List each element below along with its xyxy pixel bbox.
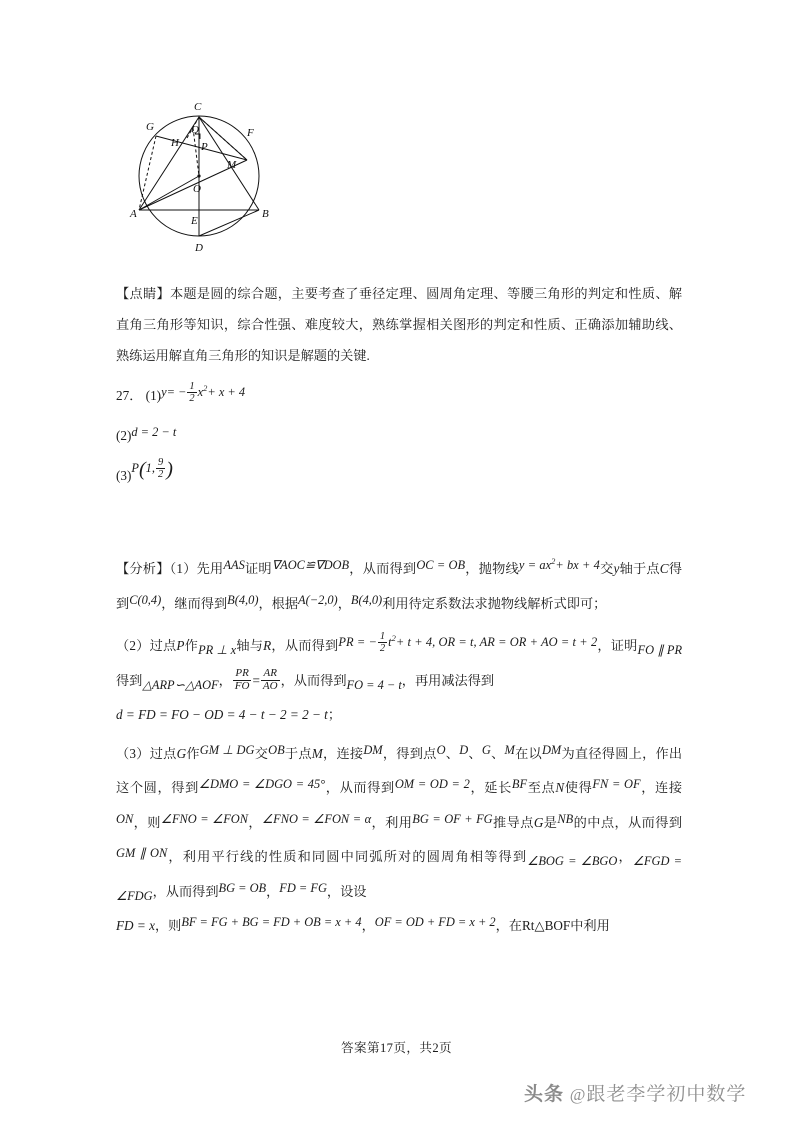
label-H: H [171, 137, 179, 149]
p2-ratio-num2: AR [263, 667, 277, 680]
p3-m17: ∠FNO = ∠FON [160, 811, 249, 826]
p2-s7: ， [218, 672, 232, 688]
p2-s6: 得到 [116, 672, 143, 688]
p3-s20: 推导点 [492, 814, 534, 830]
center-point-O [197, 174, 200, 177]
p3-m4: M [311, 745, 323, 761]
answer-27-part2 [116, 416, 682, 456]
watermark-at: @ [569, 1085, 587, 1104]
p3-s26: ， [266, 883, 280, 899]
p3-m26: FD = FG [279, 880, 327, 895]
p1-m8: B(4,0) [227, 592, 259, 607]
p3-s4: 于点 [284, 745, 312, 761]
part1-rel: = − [166, 385, 187, 400]
part3-label: (3) [116, 468, 132, 484]
p3-s11: 为直径得圆上，作出这个圆，得到 [116, 745, 683, 796]
p3-m10: DM [541, 742, 562, 757]
part3-x: 1, [145, 461, 155, 476]
p2-frac-num: 1 [379, 630, 386, 642]
p2-s9: ，再用减法得到 [401, 672, 495, 688]
p1-m10: B(4,0) [350, 592, 383, 607]
p3-m30: Rt△BOF [521, 918, 571, 934]
answer-27-section [116, 372, 682, 498]
p3-s17: ，则 [133, 814, 161, 830]
p3-m2: GM ⊥ DG [199, 742, 255, 757]
p3-label: （3） [116, 745, 150, 761]
label-M: M [227, 159, 237, 171]
part1-frac-den: 2 [189, 392, 195, 404]
p1-m4b: 2 [551, 556, 556, 566]
part1-fraction [187, 381, 196, 404]
p1-m3: OC = OB [416, 558, 466, 573]
p3-s13: ，延长 [469, 780, 512, 796]
p3-s24: ， [617, 849, 633, 865]
p2-m4b-exp: 2 [391, 633, 396, 644]
segment-AO [139, 176, 199, 210]
p3-m11: ∠DMO = ∠DGO = 45° [198, 777, 326, 792]
p2-m3: R [263, 638, 272, 654]
p2-s8: ，从而得到 [280, 672, 347, 688]
part1-lhs: y [161, 385, 167, 400]
p1-s5: 交 [599, 561, 614, 577]
p3-s5: ，连接 [322, 745, 364, 761]
part1-frac-num: 1 [189, 380, 195, 392]
answer-27-part1 [116, 372, 682, 416]
p1-s4: ，抛物线 [465, 561, 519, 577]
p3-m3: OB [268, 742, 285, 757]
p1-s3: ，从而得到 [349, 561, 417, 577]
p3-s30: ，在 [495, 918, 522, 934]
tips-section [116, 278, 682, 371]
p3-s2: 作 [186, 745, 200, 761]
p1-s2: 证明 [244, 561, 272, 577]
label-G: G [146, 121, 154, 133]
part1-label: (1) [145, 388, 162, 404]
p2-m6: △ARP∽△AOF [142, 677, 219, 692]
p3-m24: ∠FGD = ∠FDG [116, 854, 683, 903]
p1-s10: ， [337, 595, 351, 611]
label-Q: Q [191, 124, 199, 136]
label-C: C [194, 101, 202, 113]
p2-s1: 过点 [149, 638, 177, 654]
part3-frac-num: 9 [157, 456, 164, 468]
part1-rhs: + x + 4 [207, 385, 246, 400]
p3-m9: M [504, 742, 515, 757]
p2-ratio-left [233, 668, 252, 692]
part3-point: P [131, 461, 139, 476]
p2-label: （2） [116, 638, 150, 654]
part2-value: d = 2 − t [131, 425, 177, 440]
p3-m23: ∠BOG = ∠BGO [527, 854, 618, 869]
part2-label: (2) [116, 428, 132, 444]
answer-27-part3 [116, 456, 682, 498]
p3-s22: 的中点，从而得到 [573, 814, 683, 830]
tips-tag: 【点睛】 [116, 286, 170, 301]
p1-s7: 得到 [116, 561, 682, 611]
p3-s1: 过点 [149, 745, 177, 761]
p3-m28: BF = FG + BG = FD + OB = x + 4 [181, 915, 362, 930]
label-O: O [193, 183, 201, 195]
watermark-handle: 跟老李学初中数学 [586, 1084, 747, 1105]
p3-m27: FD = x [116, 918, 155, 934]
p1-m6: C [659, 561, 669, 577]
label-B: B [262, 208, 269, 220]
p3-m8: G [481, 742, 491, 757]
p3-m21: NB [557, 811, 574, 826]
paren-open: ( [138, 458, 146, 481]
p2-ratio-right [261, 668, 280, 692]
p2-m1: P [176, 638, 185, 654]
p3-s29: ， [361, 918, 375, 934]
p1-m4a: y = ax [518, 558, 552, 573]
part3-frac-den: 2 [157, 468, 164, 480]
p3-s25: ，从而得到 [152, 883, 219, 899]
p3-s9: 、 [490, 745, 505, 761]
circle-geometry-figure [129, 88, 281, 258]
part1-var: x [197, 385, 204, 400]
p3-s3: 交 [254, 745, 269, 761]
p3-s7: 、 [445, 745, 460, 761]
p2-s2: 作 [184, 638, 199, 654]
dashed-GA [139, 136, 156, 210]
p1-s8: ，继而得到 [161, 595, 228, 611]
p3-s15: 使得 [564, 780, 593, 796]
p2-m2: PR ⊥ x [198, 643, 237, 658]
p3-m7: D [459, 742, 469, 757]
p3-m13: BF [511, 777, 528, 792]
p3-m19: BG = OF + FG [412, 811, 493, 826]
p2-m9: d = FD = FO − OD = 4 − t − 2 = 2 − t [116, 707, 328, 723]
tips-text: 本题是圆的综合题，主要考查了垂径定理、圆周角定理、等腰三角形的判定和性质、解直角三角形等知识，综合性强、难度较大，熟练掌握相关图形的判定和性质、正确添加辅助线、熟练运用解直角三角形的知识是解题的关键. [116, 286, 683, 363]
p3-s8: 、 [468, 745, 482, 761]
p2-ratio-den2: AO [262, 679, 278, 692]
p2-s5: ，证明 [597, 638, 638, 654]
p3-s31: 中利用 [570, 918, 610, 934]
p3-s28: ，则 [154, 918, 182, 934]
page-footer: 答案第17页，共2页 [340, 1041, 453, 1055]
p3-s21: 是 [543, 814, 558, 830]
p2-ratio-eq: = [252, 672, 260, 688]
p1-s11: 利用待定系数法求抛物线解析式即可； [382, 595, 607, 611]
p3-m22: GM ∥ ON [116, 846, 168, 861]
p3-m5: DM [363, 742, 383, 757]
p1-s6: 轴于点 [619, 561, 660, 577]
part1-exponent: 2 [203, 383, 208, 393]
p3-s18: ， [248, 814, 263, 830]
p3-s12: ，从而得到 [325, 780, 395, 796]
analysis-tag: 【分析】 [116, 561, 170, 577]
p2-m4b: t [388, 635, 392, 650]
p2-m5: FO ∥ PR [637, 643, 683, 658]
p3-s27: ，设设 [326, 883, 367, 899]
label-F: F [247, 127, 254, 139]
p1-m2: ∇AOC≌∇DOB [271, 558, 350, 573]
p2-m4a: PR = − [338, 635, 377, 650]
p2-fraction [378, 631, 387, 654]
label-P: P [201, 141, 208, 153]
part3-fraction [156, 457, 165, 480]
p1-s1: 先用 [196, 561, 224, 577]
p1-label: （1） [169, 561, 197, 577]
p3-s14: 至点 [527, 780, 556, 796]
segment-BD [199, 210, 259, 236]
label-A: A [130, 208, 137, 220]
p3-s19: ，利用 [371, 814, 413, 830]
p1-m4c: + bx + 4 [555, 558, 600, 573]
p3-m20: G [533, 814, 544, 830]
p3-m14: N [555, 780, 565, 796]
label-D: D [195, 242, 203, 254]
question-number: 27． [116, 388, 143, 404]
paren-close: ) [166, 458, 173, 481]
p3-m25: BG = OB [218, 880, 267, 895]
p2-m4c: + t + 4, OR = t, AR = OR + AO = t + 2 [395, 635, 598, 650]
p2-frac-den: 2 [379, 642, 386, 654]
p2-ratio-den1: FO [234, 679, 250, 692]
toutiao-watermark [524, 1079, 774, 1106]
p3-s6: ，得到点 [382, 745, 437, 761]
p3-m16: ON [116, 811, 134, 826]
p2-s3: 轴与 [236, 638, 264, 654]
p3-s16: ，连接 [640, 780, 683, 796]
p1-m5: y [613, 561, 620, 577]
analysis-section [116, 548, 682, 944]
p3-s10: 在以 [514, 745, 542, 761]
p1-m7: C(0,4) [129, 592, 162, 607]
p3-m15: FN = OF [592, 777, 641, 792]
p3-m29: OF = OD + FD = x + 2 [374, 915, 496, 930]
p3-m12: OM = OD = 2 [394, 777, 470, 792]
p2-ratio-num1: PR [235, 667, 249, 680]
p2-s10: ； [327, 707, 342, 723]
p1-s9: ，根据 [258, 595, 299, 611]
p2-s4: ，从而得到 [271, 638, 339, 654]
p3-m6: O [436, 742, 446, 757]
p3-m18: ∠FNO = ∠FON = α [262, 811, 372, 826]
p1-m1: AAS [223, 558, 245, 573]
p1-m9: A(−2,0) [298, 592, 338, 607]
p3-m1: G [176, 745, 187, 761]
p2-m8: FO = 4 − t [346, 677, 402, 692]
watermark-logo: 头条 [524, 1084, 565, 1105]
p3-s23: ，利用平行线的性质和同圆中同弧所对的圆周角相等得到 [167, 849, 528, 865]
label-E: E [191, 215, 198, 227]
